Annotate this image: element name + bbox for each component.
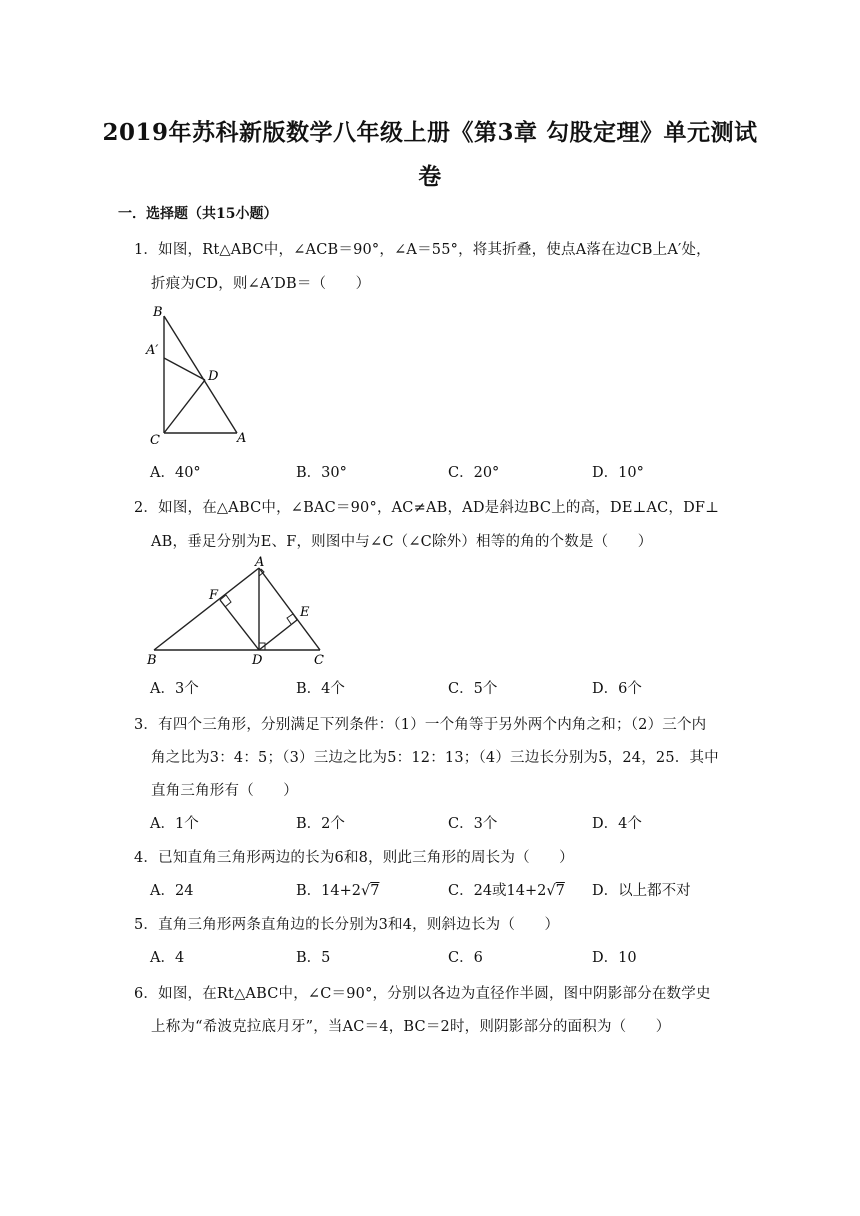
q2-option-c: C．5个 bbox=[448, 681, 498, 697]
q1-line2: 折痕为CD，则∠A′DB＝（ ） bbox=[151, 276, 371, 292]
q6-line1: 6．如图，在Rt△ABC中，∠C＝90°，分别以各边为直径作半圆，图中阴影部分在数学史 bbox=[134, 986, 711, 1002]
q2-label-c: C bbox=[314, 653, 324, 668]
q2-figure bbox=[140, 554, 340, 669]
q6-line2: 上称为“希波克拉底月牙”，当AC＝4，BC＝2时，则阴影部分的面积为（ ） bbox=[151, 1019, 671, 1035]
q4-option-c bbox=[448, 879, 565, 900]
q2-line1: 2．如图，在△ABC中，∠BAC＝90°，AC≠AB，AD是斜边BC上的高，DE⊥AC，DF⊥ bbox=[134, 500, 720, 516]
q1-label-c: C bbox=[150, 433, 160, 448]
q2-label-f: F bbox=[209, 588, 219, 603]
q2-option-b: B．4个 bbox=[296, 681, 345, 697]
q3-line3: 直角三角形有（ ） bbox=[151, 783, 298, 799]
q4-line1: 4．已知直角三角形两边的长为6和8，则此三角形的周长为（ ） bbox=[134, 850, 574, 866]
q1-line1: 1．如图，Rt△ABC中，∠ACB＝90°，∠A＝55°，将其折叠，使点A落在边CB上A′处， bbox=[134, 242, 711, 258]
q1-option-b: B．30° bbox=[296, 465, 347, 481]
q3-option-b: B．2个 bbox=[296, 816, 345, 832]
q2-label-a: A bbox=[255, 555, 265, 570]
q2-option-a: A．3个 bbox=[150, 681, 199, 697]
sqrt-symbol-icon: √ bbox=[360, 883, 371, 899]
q5-line1: 5．直角三角形两条直角边的长分别为3和4，则斜边长为（ ） bbox=[134, 917, 560, 933]
q4-option-a: A．24 bbox=[150, 883, 194, 899]
q3-line1: 3．有四个三角形，分别满足下列条件：（1）一个角等于另外两个内角之和；（2）三个内 bbox=[134, 717, 707, 733]
q2-option-d: D．6个 bbox=[592, 681, 642, 697]
q5-option-b: B．5 bbox=[296, 950, 331, 966]
q1-label-a-prime: A′ bbox=[146, 343, 159, 358]
q1-figure bbox=[140, 302, 260, 450]
q1-option-c: C．20° bbox=[448, 465, 500, 481]
section-heading: 一．选择题（共15小题） bbox=[118, 206, 278, 222]
q3-line2: 角之比为3：4：5；（3）三边之比为5：12：13；（4）三边长分别为5，24，25．其中 bbox=[151, 750, 719, 766]
q2-label-b: B bbox=[147, 653, 157, 668]
q1-option-a: A．40° bbox=[150, 465, 201, 481]
q4-option-b bbox=[296, 879, 379, 900]
q4-option-b-text: B．14+2 bbox=[296, 883, 361, 899]
q2-label-d: D bbox=[252, 653, 263, 668]
q5-option-c: C．6 bbox=[448, 950, 483, 966]
q4-option-b-radicand: 7 bbox=[370, 883, 380, 899]
q2-label-e: E bbox=[300, 605, 310, 620]
q1-label-d: D bbox=[208, 369, 219, 384]
q3-option-a: A．1个 bbox=[150, 816, 199, 832]
q4-option-c-text: C．24或14+2 bbox=[448, 883, 547, 899]
q5-option-d: D．10 bbox=[592, 950, 637, 966]
page-title-line1: 2019年苏科新版数学八年级上册《第3章 勾股定理》单元测试 bbox=[102, 119, 758, 146]
q4-option-c-radicand: 7 bbox=[555, 883, 565, 899]
q1-label-a: A bbox=[237, 431, 247, 446]
q3-option-c: C．3个 bbox=[448, 816, 498, 832]
q4-option-d: D．以上都不对 bbox=[592, 883, 691, 899]
q1-option-d: D．10° bbox=[592, 465, 644, 481]
q1-label-b: B bbox=[153, 305, 163, 320]
q3-option-d: D．4个 bbox=[592, 816, 642, 832]
q2-line2: AB，垂足分别为E、F，则图中与∠C（∠C除外）相等的角的个数是（ ） bbox=[151, 534, 653, 550]
q5-option-a: A．4 bbox=[150, 950, 185, 966]
page-title-line2: 卷 bbox=[418, 163, 442, 190]
sqrt-symbol-icon: √ bbox=[546, 883, 556, 899]
